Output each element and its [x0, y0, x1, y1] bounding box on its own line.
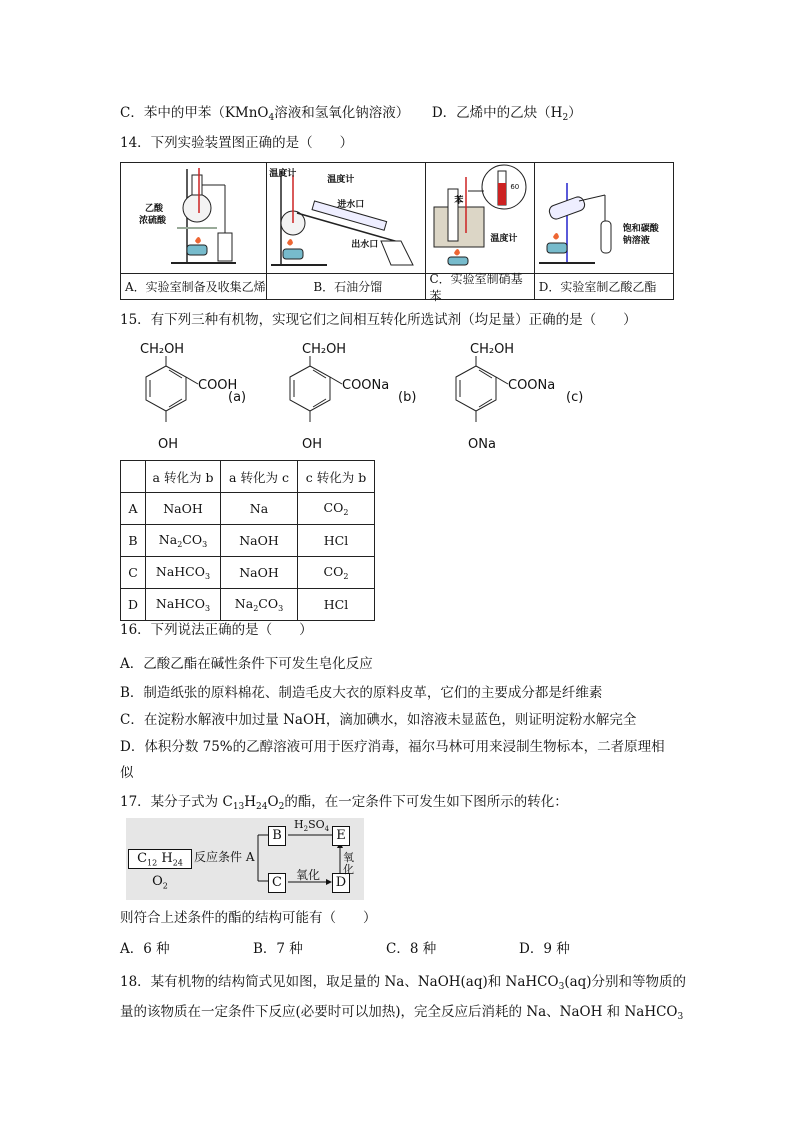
scheme-box-e: E: [332, 826, 350, 846]
mol-c-bottom: ONa: [468, 437, 496, 452]
caption-b: B．石油分馏: [267, 274, 426, 299]
table-row: [121, 525, 375, 557]
mol-b-side: COONa: [342, 378, 390, 393]
label-water-in: 进水口: [337, 200, 365, 210]
table-header-cb: c 转化为 b: [298, 461, 375, 493]
q17-stem: 17．某分子式为 $C_{13}H_{24}O_2$的酯，在一定条件下可发生如下图所示的转化：: [120, 794, 568, 812]
scheme-box-d: D: [332, 873, 350, 893]
q16-option-c: C．在淀粉水解液中加过量 NaOH，滴加碘水，如溶液未显蓝色，则证明淀粉水解完全: [120, 712, 637, 728]
table-row: [121, 493, 375, 525]
label-saturated-carbonate: 饱和碳酸: [622, 224, 659, 234]
row-label: C: [121, 557, 146, 589]
q15-stem: 15．有下列三种有机物，实现它们之间相互转化所选试剂（均足量）正确的是（ ）: [120, 312, 637, 328]
mol-b-bottom: OH: [302, 437, 323, 452]
caption-a: A．实验室制备及收集乙烯: [121, 274, 267, 299]
mol-a-bottom: OH: [158, 437, 179, 452]
mol-c-top: CH₂OH: [470, 342, 515, 357]
q18-line-1: 18．某有机物的结构简式见如图，取足量的 Na、NaOH(aq)和 NaHCO$_3$(aq)分别和等物质的: [120, 974, 687, 992]
scheme-oxidation-2: 氧化: [343, 851, 354, 876]
cell-cb: HCl: [298, 589, 375, 621]
apparatus-c-drawing: [426, 163, 534, 273]
cell-ab: NaHCO$_3$: [146, 589, 221, 621]
q16-option-d: D．体积分数 75%的乙醇溶液可用于医疗消毒，福尔马林可用来浸制生物标本，二者原理相: [120, 739, 665, 755]
q17-option-c: C．8 种: [386, 941, 437, 957]
q17-question: 则符合上述条件的酯的结构可能有（ ）: [120, 910, 377, 926]
q18-line-2: 量的该物质在一定条件下反应(必要时可以加热)，完全反应后消耗的 Na、NaOH 和 NaHCO$_3$: [120, 1004, 684, 1022]
label-scale-60: 60: [510, 183, 520, 191]
molecule-c: [446, 340, 586, 460]
scheme-box-c: C: [268, 873, 286, 893]
scheme-condition-a: 反应条件 A: [194, 850, 255, 864]
q17-option-b: B．7 种: [253, 941, 303, 957]
scheme-oxidation-1: 氧化: [296, 868, 321, 882]
cell-ab: NaHCO$_3$: [146, 557, 221, 589]
q16-option-d-cont: 似: [120, 765, 134, 781]
cell-ac: Na: [221, 493, 298, 525]
label-thermometer-2: 温度计: [327, 175, 355, 185]
apparatus-a: [121, 163, 267, 273]
reaction-scheme: [126, 818, 364, 900]
mol-c-side: COONa: [508, 378, 556, 393]
mol-a-top: CH₂OH: [140, 342, 185, 357]
apparatus-d: [535, 163, 673, 273]
table-header-blank: [121, 461, 146, 493]
caption-c: C．实验室制硝基苯: [426, 274, 535, 299]
cell-cb: HCl: [298, 525, 375, 557]
q16-option-b: B．制造纸张的原料棉花、制造毛皮大衣的原料皮革，它们的主要成分都是纤维素: [120, 685, 603, 701]
mol-a-side: COOH: [198, 378, 238, 393]
cell-ab: $Na_2CO_3$: [146, 525, 221, 557]
apparatus-d-drawing: [535, 163, 674, 273]
q17-option-d: D．9 种: [519, 941, 570, 957]
table-header-ab: a 转化为 b: [146, 461, 221, 493]
molecule-b: [280, 340, 420, 460]
q13-option-d: D．乙烯中的乙炔$(H_2)$: [431, 105, 582, 123]
table-header-ac: a 转化为 c: [221, 461, 298, 493]
apparatus-b: [267, 163, 426, 273]
q13-options-line: [120, 103, 582, 128]
mol-b-tag: (b): [398, 390, 417, 405]
label-thermometer-1: 温度计: [269, 169, 297, 179]
label-acetic-acid: 乙酸: [145, 204, 164, 214]
apparatus-c: [426, 163, 534, 273]
mol-c-tag: (c): [566, 390, 584, 405]
row-label: B: [121, 525, 146, 557]
q17-option-a: A．6 种: [120, 941, 170, 957]
label-thermometer-c: 温度计: [490, 234, 518, 244]
benzene-ring-c: [446, 340, 586, 460]
q16-stem: 16．下列说法正确的是（ ）: [120, 622, 313, 638]
cell-ab: NaOH: [146, 493, 221, 525]
label-water-out: 出水口: [351, 240, 379, 250]
cell-ac: NaOH: [221, 557, 298, 589]
apparatus-table: [120, 162, 674, 303]
label-conc-sulfuric: 浓硫酸: [139, 216, 167, 226]
table-header-row: [121, 461, 375, 493]
reagent-table: [120, 460, 375, 621]
q16-option-a: A．乙酸乙酯在碱性条件下可发生皂化反应: [120, 656, 373, 672]
label-benzene: 苯: [454, 196, 464, 206]
table-row: [121, 589, 375, 621]
cell-cb: $CO_2$: [298, 493, 375, 525]
scheme-start-box: $C_{12}$ $H_{24}$ $O_2$: [128, 849, 192, 869]
mol-b-top: CH₂OH: [302, 342, 347, 357]
mol-a-tag: (a): [228, 390, 247, 405]
row-label: A: [121, 493, 146, 525]
scheme-h2so4: $H_2SO_4$: [294, 818, 330, 834]
q13-option-c: C．苯中的甲苯（KMnO$_4$溶液和氢氧化钠溶液）: [120, 105, 410, 123]
cell-ac: NaOH: [221, 525, 298, 557]
cell-cb: $CO_2$: [298, 557, 375, 589]
table-row: [121, 557, 375, 589]
molecule-a: [120, 340, 250, 460]
cell-ac: $Na_2CO_3$: [221, 589, 298, 621]
q14-stem: 14．下列实验装置图正确的是（ ）: [120, 135, 354, 151]
caption-d: D．实验室制乙酸乙酯: [538, 280, 657, 294]
scheme-box-b: B: [268, 826, 286, 846]
label-sodium-solution: 钠溶液: [622, 236, 650, 246]
row-label: D: [121, 589, 146, 621]
